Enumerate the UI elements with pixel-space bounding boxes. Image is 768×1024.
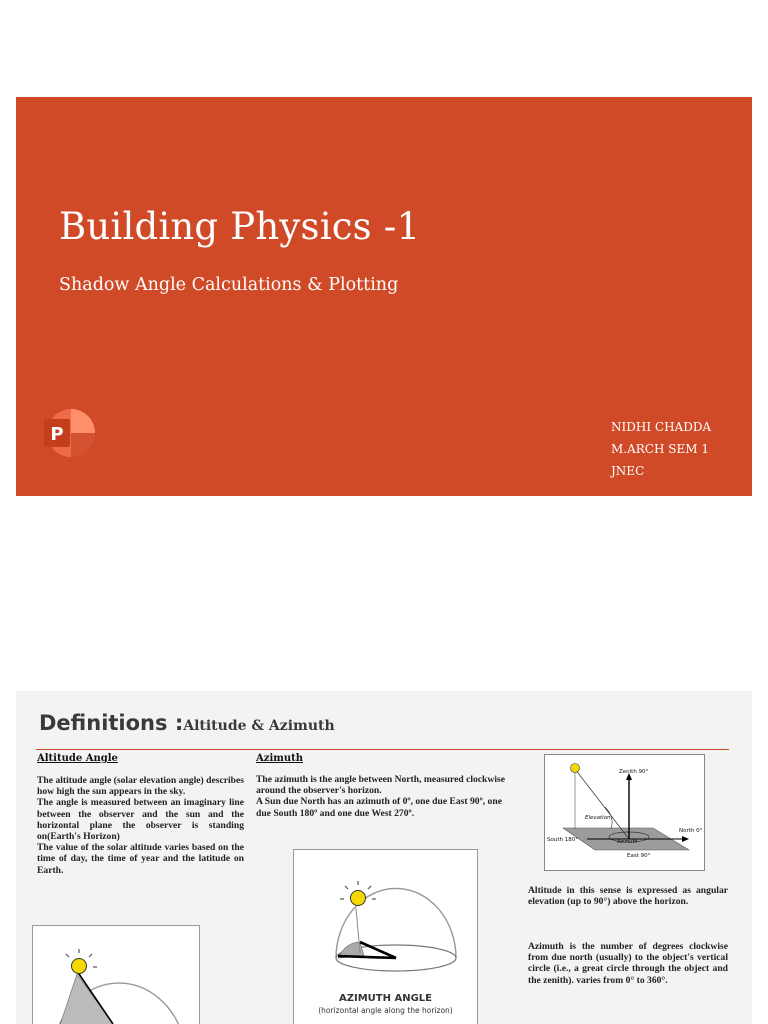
altitude-text: The altitude angle (solar elevation angle) describes how high the sun appears in the sky. The angle is measured between an imaginary line between the observer and the sun and the horizontal plane the observer is standing on(Earth's Horizon) The value of the solar altitude varies based on the time of day, the time of year and the latitude on Earth. [37, 775, 244, 876]
altitude-azimuth-diagram [544, 754, 705, 871]
altitude-explanation: Altitude in this sense is expressed as angular elevation (up to 90°) above the horizon. [528, 885, 728, 908]
altitude-heading: Altitude Angle [37, 753, 118, 764]
slide-heading [39, 711, 335, 735]
azimuth-text: The azimuth is the angle between North, measured clockwise around the observer's horizon. A Sun due North has an azimuth of 0º, one due East 90º, one due South 180º and one due West 270º. [256, 774, 505, 819]
heading-main: Definitions : [39, 711, 184, 735]
south-label: South 180° [547, 837, 578, 843]
author-institute: JNEC [611, 464, 645, 478]
altitude-angle-image [32, 925, 200, 1024]
heading-sub: Altitude & Azimuth [183, 718, 335, 734]
author-block [611, 416, 711, 482]
east-label: East 90° [627, 853, 651, 859]
azimuth-explanation: Azimuth is the number of degrees clockwise from due north (usually) to the object's vertical circle (i.e., a great circle through the object and the zenith). varies from 0° to 360°. [528, 941, 728, 986]
definitions-slide [16, 691, 752, 1024]
elevation-label: Elevation [585, 815, 611, 821]
azimuth-angle-image [293, 849, 478, 1024]
heading-divider [36, 749, 729, 750]
author-name: NIDHI CHADDA [611, 420, 712, 434]
azimuth-angle-caption: (horizontal angle along the horizon) [318, 1006, 453, 1015]
north-label: North 0° [679, 828, 703, 834]
title-slide [16, 97, 752, 496]
zenith-label: Zenith 90° [619, 769, 649, 775]
azimuth-label: Azimuth [617, 839, 638, 845]
slide-title: Building Physics -1 [59, 205, 421, 248]
azimuth-angle-label: AZIMUTH ANGLE [339, 993, 432, 1004]
azimuth-heading: Azimuth [256, 753, 303, 764]
svg-text:P: P [50, 424, 64, 445]
slide-subtitle: Shadow Angle Calculations & Plotting [59, 275, 399, 295]
author-program: M.ARCH SEM 1 [611, 442, 709, 456]
powerpoint-logo-icon [42, 409, 96, 457]
